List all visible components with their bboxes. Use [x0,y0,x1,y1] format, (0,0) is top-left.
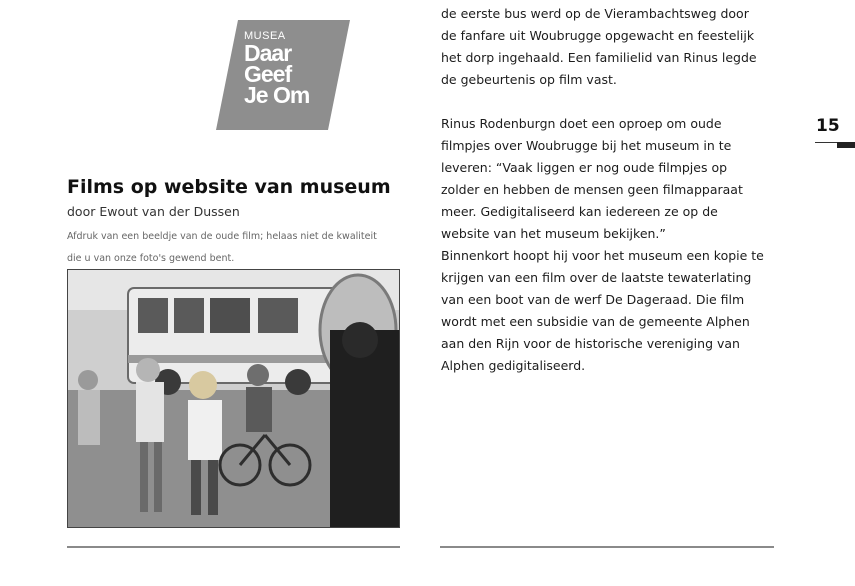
text-line: filmpjes over Woubrugge bij het museum in te [441,138,732,153]
film-still-photo [67,269,400,528]
page-number: 15 [816,116,840,136]
article-title: Films op website van museum [67,176,391,198]
logo-line-je-om: Je Om [244,82,310,108]
logo-text [244,30,309,106]
page-edge-tab [837,142,855,148]
text-line: de eerste bus werd op de Vierambachtsweg door [441,6,749,21]
article-byline: door Ewout van der Dussen [67,204,240,219]
text-line: de gebeurtenis op film vast. [441,72,617,87]
text-line: wordt met een subsidie van de gemeente Alphen [441,314,750,329]
text-line: aan den Rijn voor de historische vereniging van [441,336,740,351]
left-column-rule [67,546,400,548]
logo-line-geef: Geef [244,61,292,87]
logo-line-musea: MUSEA [244,30,286,42]
text-line: Rinus Rodenburgn doet een oproep om oude [441,116,722,131]
right-column-rule [440,546,774,548]
text-line: krijgen van een film over de laatste tewaterlating [441,270,752,285]
text-line: Binnenkort hoopt hij voor het museum een kopie te [441,248,764,263]
text-line: website van het museum bekijken.” [441,226,666,241]
text-line: het dorp ingehaald. Een familielid van Rinus legde [441,50,757,65]
article-paragraph-1 [441,3,776,91]
photo-caption [67,226,402,270]
logo-line-daar: Daar [244,40,292,66]
museum-logo [216,20,350,130]
text-line: meer. Gedigitaliseerd kan iedereen ze op de [441,204,718,219]
text-line: van een boot van de werf De Dageraad. Die film [441,292,745,307]
caption-line: Afdruk van een beeldje van de oude film; helaas niet de kwaliteit [67,231,377,242]
text-line: de fanfare uit Woubrugge opgewacht en feestelijk [441,28,755,43]
caption-line: die u van onze foto's gewend bent. [67,253,235,264]
photo-image [68,270,400,528]
text-line: zolder en hebben de mensen geen filmapparaat [441,182,743,197]
text-line: Alphen gedigitaliseerd. [441,358,586,373]
article-paragraph-2 [441,113,776,377]
text-line: leveren: “Vaak liggen er nog oude filmpjes op [441,160,728,175]
